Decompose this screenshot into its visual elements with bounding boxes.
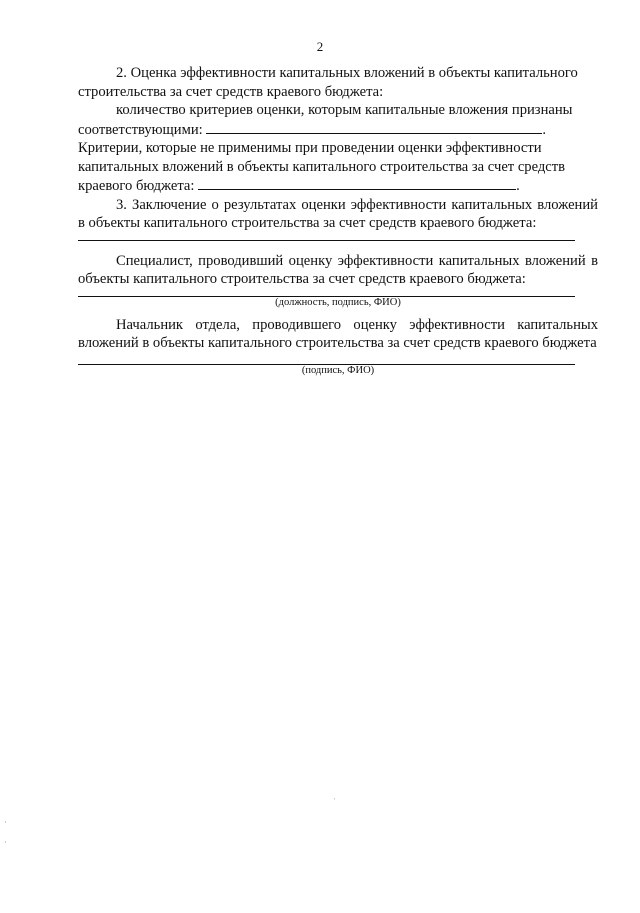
criteria-count-line [78,101,598,139]
scan-edge-mark: · [4,818,7,827]
not-applicable-criteria-label: Критерии, которые не применимы при проведении оценки эффективности капитальных вложений в объекты капитального строительства за счет средств краевого бюджета: [78,140,566,194]
page-number: 2 [316,39,324,54]
criteria-count-blank[interactable] [206,120,542,134]
specialist-label: Специалист, проводивший оценку эффективности капитальных вложений в объекты капитального строительства за счет средств краевого бюджета: [78,252,598,287]
not-applicable-criteria-blank[interactable] [198,176,516,190]
criteria-count-end: . [542,121,547,138]
document-body [78,64,598,377]
section-3-heading: 3. Заключение о результатах оценки эффективности капитальных вложений в объекты капитального строительства за счет средств краевого бюджета: [78,196,598,231]
not-applicable-criteria-line [78,139,598,196]
not-applicable-criteria-end: . [516,178,520,194]
section-2-heading: 2. Оценка эффективности капитальных вложений в объекты капитального строительства за счет средств краевого бюджета: [78,65,578,100]
scan-speck: ˈ [333,797,336,806]
head-of-department-signature-caption: (подпись, ФИО) [301,364,375,376]
criteria-count-label: количество критериев оценки, которым капитальные вложения признаны соответствующими: [78,102,573,138]
specialist-signature-caption: (должность, подпись, ФИО) [275,296,401,308]
scan-edge-mark: · [4,838,7,847]
head-of-department-label: Начальник отдела, проводившего оценку эффективности капитальных вложений в объекты капитального строительства за счет средств краевого бюджета [78,316,598,351]
